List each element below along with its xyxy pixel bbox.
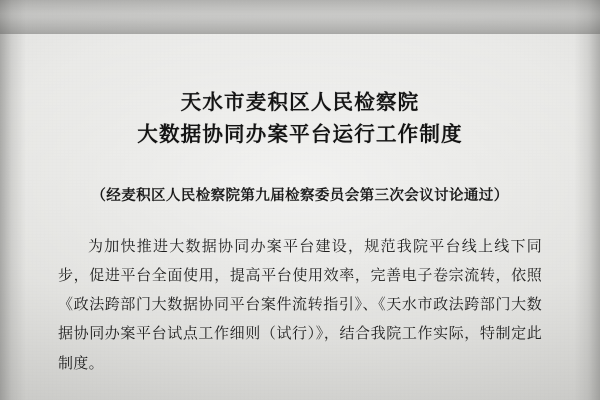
document-subtitle: （经麦积区人民检察院第九届检察委员会第三次会议讨论通过）	[91, 187, 509, 204]
title-line-1: 天水市麦积区人民检察院	[180, 92, 420, 114]
document-paragraph-1: 为加快推进大数据协同办案平台建设，规范我院平台线上线下同步，促进平台全面使用，提高平台使用效率，完善电子卷宗流转，依照《政法跨部门大数据协同平台案件流转指引》、《天水市政法跨部门大数据协同办案平台试点工作细则（试行）》，结合我院工作实际，特制定此制度。	[58, 238, 542, 372]
title-line-2: 大数据协同办案平台运行工作制度	[137, 123, 463, 146]
document-title	[58, 88, 542, 152]
